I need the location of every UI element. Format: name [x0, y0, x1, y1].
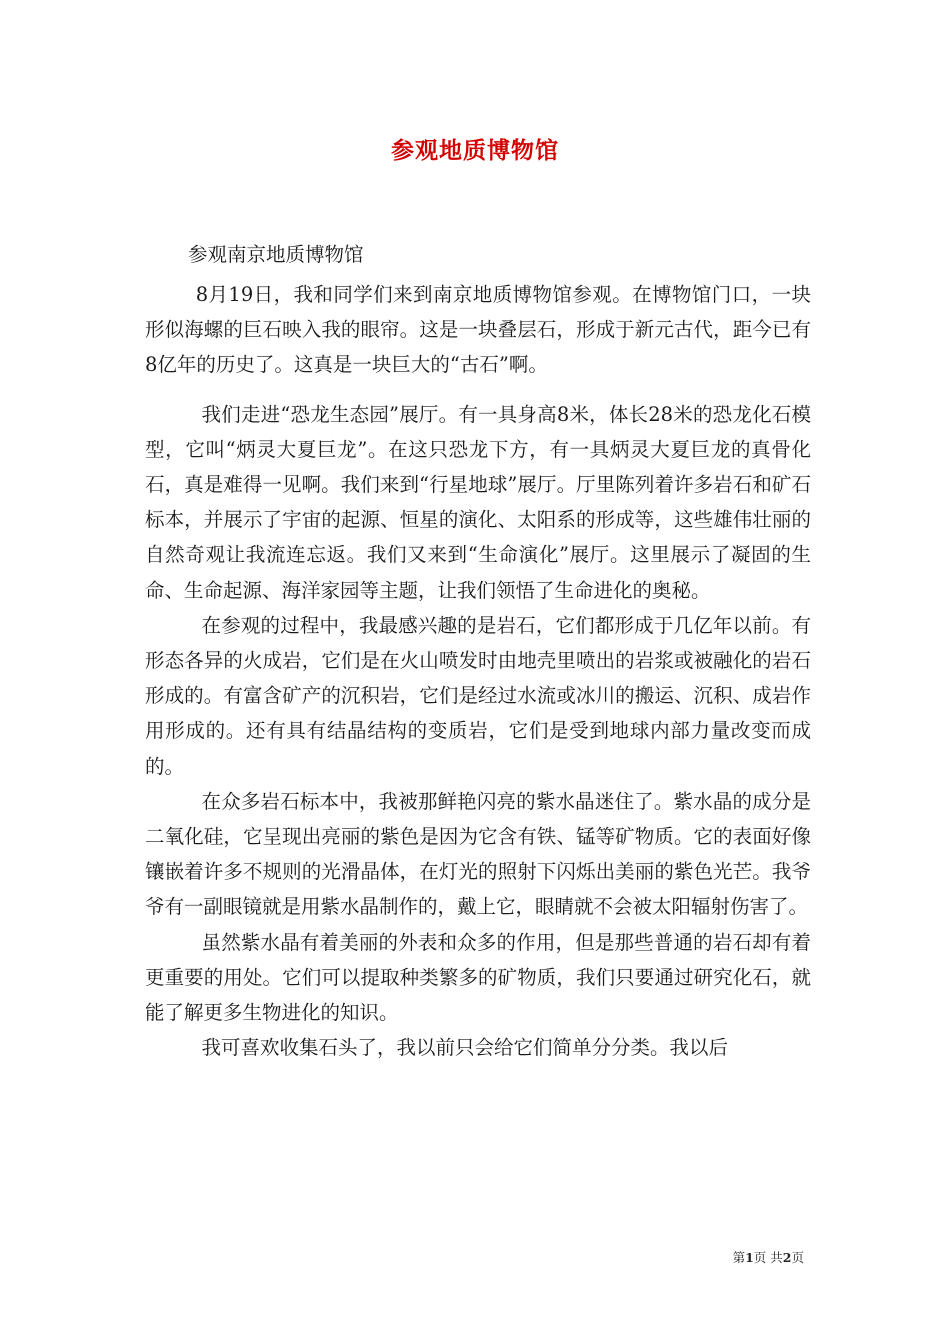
current-page-number: 1	[745, 1250, 754, 1265]
footer-prefix: 第	[732, 1250, 746, 1265]
article-body	[145, 277, 811, 1065]
total-page-number: 2	[782, 1250, 792, 1265]
footer-middle: 页 共	[753, 1250, 783, 1265]
article-subtitle: 参观南京地质博物馆	[188, 243, 364, 266]
paragraph: 在众多岩石标本中，我被那鲜艳闪亮的紫水晶迷住了。紫水晶的成分是二氧化硅，它呈现出亮丽的紫色是因为它含有铁、锰等矿物质。它的表面好像镶嵌着许多不规则的光滑晶体，在灯光的照射下闪烁出美丽的紫色光芒。我爷爷有一副眼镜就是用紫水晶制作的，戴上它，眼睛就不会被太阳辐射伤害了。	[145, 789, 811, 919]
paragraph: 虽然紫水晶有着美丽的外表和众多的作用，但是那些普通的岩石却有着更重要的用处。它们可以提取种类繁多的矿物质，我们只要通过研究化石，就能了解更多生物进化的知识。	[145, 930, 811, 1025]
paragraph: 我可喜欢收集石头了，我以前只会给它们简单分分类。我以后	[201, 1036, 729, 1060]
page-number-footer	[0, 1248, 804, 1266]
paragraph: 在参观的过程中，我最感兴趣的是岩石，它们都形成于几亿年以前。有形态各异的火成岩，它们是在火山喷发时由地壳里喷出的岩浆或被融化的岩石形成的。有富含矿产的沉积岩，它们是经过水流或冰川的搬运、沉积、成岩作用形成的。还有具有结晶结构的变质岩，它们是受到地球内部力量改变而成的。	[145, 613, 811, 778]
paragraph: 我们走进“恐龙生态园”展厅。有一具身高8米，体长28米的恐龙化石模型，它叫“炳灵大夏巨龙”。在这只恐龙下方，有一具炳灵大夏巨龙的真骨化石，真是难得一见啊。我们来到“行星地球”展厅。厅里陈列着许多岩石和矿石标本，并展示了宇宙的起源、恒星的演化、太阳系的形成等，这些雄伟壮丽的自然奇观让我流连忘返。我们又来到“生命演化”展厅。这里展示了凝固的生命、生命起源、海洋家园等主题，让我们领悟了生命进化的奥秘。	[145, 402, 811, 602]
footer-suffix: 页	[791, 1250, 804, 1265]
paragraph: 8月19日，我和同学们来到南京地质博物馆参观。在博物馆门口，一块形似海螺的巨石映入我的眼帘。这是一块叠层石，形成于新元古代，距今已有8亿年的历史了。这真是一块巨大的“古石”啊。	[145, 283, 811, 377]
page-title: 参观地质博物馆	[391, 137, 559, 164]
